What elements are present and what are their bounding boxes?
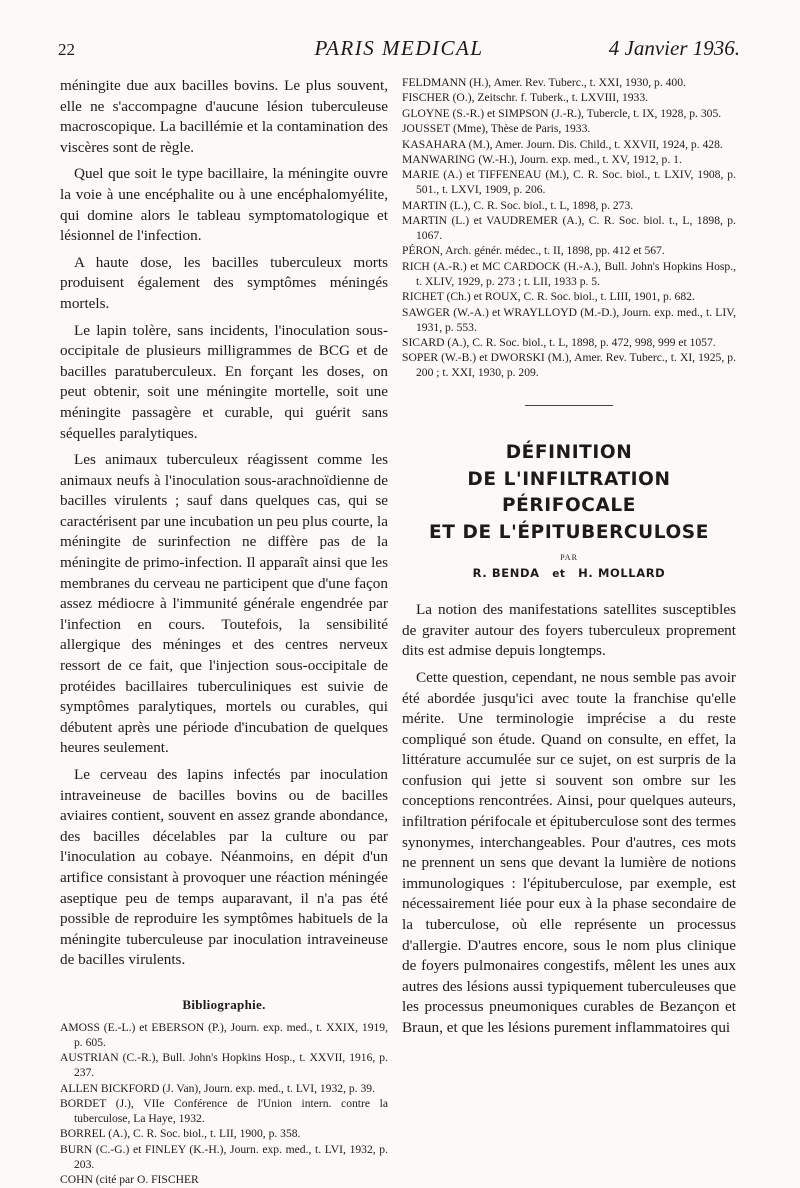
reference-item: ALLEN BICKFORD (J. Van), Journ. exp. med., t. LVI, 1932, p. 39. bbox=[60, 1081, 375, 1095]
reference-item: MARTIN (L.), C. R. Soc. biol., t. L, 1898, p. 273. bbox=[402, 198, 634, 212]
article-authors bbox=[402, 566, 736, 580]
body-paragraph: Le cerveau des lapins infectés par inoculation intraveineuse de bacilles bovins ou de bacilles aviaires contient, souvent en assez grande abondance, des bacilles décelables par la culture ou par l'inoculation au cobaye. Néanmoins, en dépit d'un artifice consistant à provoquer une réaction méningée aseptique peu de temps auparavant, il n'a pas été possible de reproduire les symptômes habituels de la méningite tuberculeuse par inoculation intraveineuse de bacilles virulents. bbox=[60, 766, 388, 969]
reference-item: GLOYNE (S.-R.) et SIMPSON (J.-R.), Tubercle, t. IX, 1928, p. 305. bbox=[402, 106, 722, 120]
reference-item: AUSTRIAN (C.-R.), Bull. John's Hopkins Hosp., t. XXVII, 1916, p. 237. bbox=[60, 1051, 388, 1080]
author-conjunction: et bbox=[552, 568, 566, 581]
author-name: H. MOLLARD bbox=[578, 566, 666, 581]
reference-item: FELDMANN (H.), Amer. Rev. Tuberc., t. XXI, 1930, p. 400. bbox=[402, 76, 686, 89]
reference-item: COHN (cité par O. FISCHER bbox=[60, 1173, 199, 1186]
body-paragraph: Quel que soit le type bacillaire, la méningite ouvre la voie à une encéphalite ou à une encéphalomyélite, qui domine alors le tableau symptomatologique et lésionnel de l'infection. bbox=[60, 165, 388, 245]
reference-item: MARTIN (L.) et VAUDREMER (A.), C. R. Soc. biol. t., L, 1898, p. 1067. bbox=[402, 214, 736, 243]
reference-item: FISCHER (O.), Zeitschr. f. Tuberk., t. LXVIII, 1933. bbox=[402, 91, 649, 105]
bibliography-heading: Bibliographie. bbox=[182, 996, 266, 1012]
page-number: 22 bbox=[58, 40, 75, 59]
reference-item: MANWARING (W.-H.), Journ. exp. med., t. XV, 1912, p. 1. bbox=[402, 153, 682, 167]
body-paragraph: A haute dose, les bacilles tuberculeux morts produisent également des symptômes méningés mortels. bbox=[60, 253, 388, 312]
reference-item: RICHET (Ch.) et ROUX, C. R. Soc. biol., t. LIII, 1901, p. 682. bbox=[402, 290, 695, 304]
reference-item: SAWGER (W.-A.) et WRAYLLOYD (M.-D.), Journ. exp. med., t. LIV, 1931, p. 553. bbox=[402, 305, 736, 334]
article-title-line: DE L'INFILTRATION bbox=[467, 468, 671, 490]
article-title bbox=[402, 440, 736, 546]
body-paragraph: méningite due aux bacilles bovins. Le plus souvent, elle ne s'accompagne d'aucune lésion tuberculeuse macroscopique. La bacillémie et la contamination des viscères sont de règle. bbox=[60, 77, 388, 156]
article-title-line: PÉRIFOCALE bbox=[501, 495, 636, 517]
issue-date: 4 Janvier 1936. bbox=[608, 36, 740, 60]
body-paragraph: Les animaux tuberculeux réagissent comme les animaux neufs à l'inoculation sous-arachnoïdienne de bacilles virulents ; sauf dans quelques cas, qui se caractérisent par une incubation un peu plus courte, la méningite de surinfection ne diffère pas de la méningite de primo-infection. Il apparaît ainsi que les membranes du cerveau ne participent que d'une façon assez médiocre à l'immunité générale engendrée par l'infection en cours. Toutefois, la sensibilité allergique des méninges et des centres nerveux ressort de ce fait, que l'injection sous-occipitale de protéides bacillaires tuberculiniques est suivie de symptômes paralytiques, mortels ou curables, qui débutent après une période d'incubation de quelques heures seulement. bbox=[60, 451, 388, 757]
reference-item: PÉRON, Arch. génér. médec., t. II, 1898, pp. 412 et 567. bbox=[402, 244, 665, 258]
left-column bbox=[60, 76, 388, 1188]
reference-item: SOPER (W.-B.) et DWORSKI (M.), Amer. Rev. Tuberc., t. XI, 1925, p. 200 ; t. XXI, 1930, p. 209. bbox=[402, 351, 736, 380]
reference-item: BORDET (J.), VIIe Conférence de l'Union intern. contre la tuberculose, La Haye, 1932. bbox=[60, 1096, 388, 1125]
reference-item: RICH (A.-R.) et MC CARDOCK (H.-A.), Bull. John's Hopkins Hosp., t. XLIV, 1929, p. 273 ; t. LII, 1933 p. 5. bbox=[402, 259, 736, 288]
body-paragraph: La notion des manifestations satellites susceptibles de graviter autour des foyers tuberculeux proprement dits est admise depuis longtemps. bbox=[402, 601, 736, 660]
body-paragraph: Le lapin tolère, sans incidents, l'inoculation sous-occipitale de plusieurs milligrammes de BCG et de bacilles paratuberculeux. En forçant les doses, on peut obtenir, soit une méningite mortelle, soit une méningite passagère et curable, qui guérit sans séquelles paralytiques. bbox=[60, 321, 388, 442]
author-name: R. BENDA bbox=[472, 566, 540, 581]
reference-item: AMOSS (E.-L.) et EBERSON (P.), Journ. exp. med., t. XXIX, 1919, p. 605. bbox=[60, 1020, 388, 1049]
reference-item: BURN (C.-G.) et FINLEY (K.-H.), Journ. exp. med., t. LVI, 1932, p. 203. bbox=[60, 1142, 388, 1171]
right-column bbox=[402, 76, 736, 1045]
body-paragraph: Cette question, cependant, ne nous semble pas avoir été abordée jusqu'ici avec toute la franchise qu'elle mérite. Une terminologie imprécise a du reste compliqué son étude. Quand on consulte, en effet, la littérature accumulée sur ce sujet, on est surpris de la confusion qui jette si souvent son ombre sur les conceptions rencontrées. Ainsi, pour quelques auteurs, infiltration périfocale et épituberculose sont des termes synonymes, interchangeables. Pour d'autres, ces mots ne prennent un sens que devant la lumière de notions immunologiques : l'épituberculose, par exemple, est nécessairement liée pour eux à la phase secondaire de la tuberculose, où elle représente un processus d'allergie. D'autres encore, sous le nom plus clinique de foyers pulmonaires congestifs, mêlent les unes aux autres des lésions aussi typiquement tuberculeuses que les processus pneumoniques curables de Bezançon et Braun, et que les lésions purement inflammatoires qui bbox=[402, 668, 737, 1036]
running-header bbox=[58, 36, 740, 70]
article-title-line: ET DE L'ÉPITUBERCULOSE bbox=[429, 521, 709, 543]
journal-title: PARIS MEDICAL bbox=[314, 36, 484, 60]
reference-item: KASAHARA (M.), Amer. Journ. Dis. Child., t. XXVII, 1924, p. 428. bbox=[402, 137, 723, 151]
reference-item: JOUSSET (Mme), Thèse de Paris, 1933. bbox=[402, 122, 591, 136]
reference-item: SICARD (A.), C. R. Soc. biol., t. L, 1898, p. 472, 998, 999 et 1057. bbox=[402, 335, 716, 349]
reference-item: MARIE (A.) et TIFFENEAU (M.), C. R. Soc. biol., t. LXIV, 1908, p. 501., t. LXVI, 1909, p. 206. bbox=[402, 168, 736, 197]
article-title-line: DÉFINITION bbox=[505, 442, 633, 464]
bibliography-list bbox=[60, 1021, 388, 1188]
section-divider bbox=[525, 405, 613, 406]
byline-par: PAR bbox=[560, 553, 578, 563]
bibliography-list-continued bbox=[402, 76, 736, 381]
reference-item: BORREL (A.), C. R. Soc. biol., t. LII, 1900, p. 358. bbox=[60, 1127, 301, 1141]
